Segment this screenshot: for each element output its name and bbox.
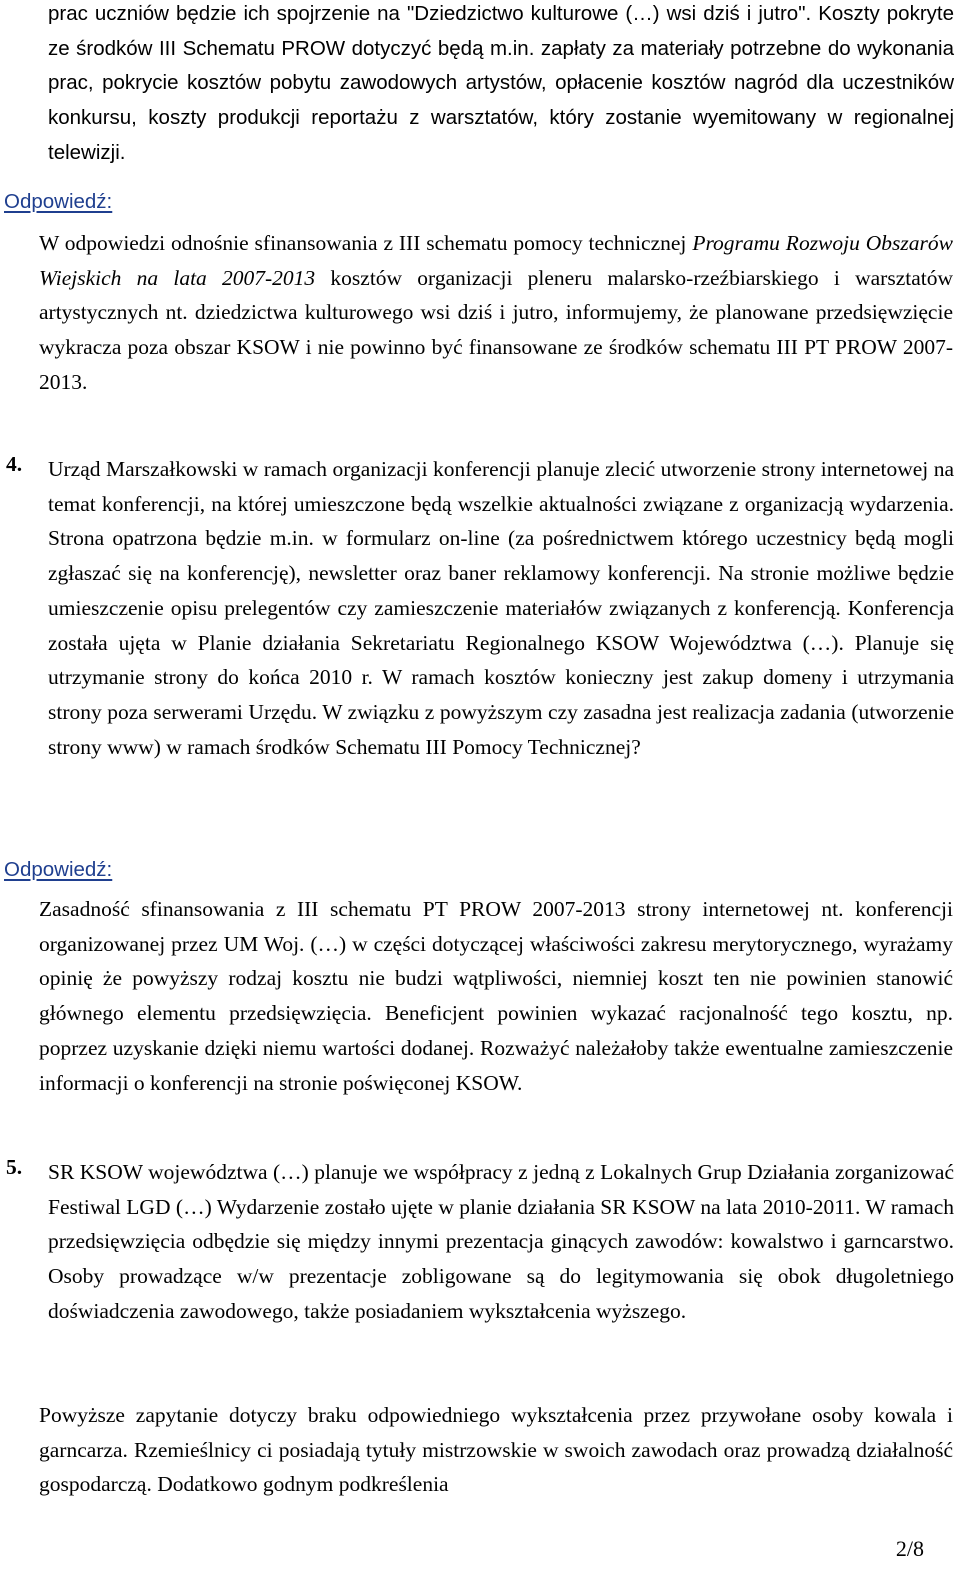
question-4-paragraph bbox=[48, 452, 954, 764]
question-5-text: SR KSOW województwa (…) planuje we współpracy z jedną z Lokalnych Grup Działania zorganizować Festiwal LGD (…) Wydarzenie zostało ujęte w planie działania SR KSOW na lata 2010-2011. W ramach przedsięwzięcia odbędzie się między innymi prezentacja ginących zawodów: kowalstwo i garncarstwo. Osoby prowadzące w/w prezentacje zobligowane są do legitymowania się obok długoletniego doświadczenia zawodowego, także posiadaniem wykształcenia wyższego. bbox=[48, 1160, 954, 1323]
question-5-continuation bbox=[39, 1398, 953, 1502]
intro-paragraph bbox=[48, 0, 954, 171]
question-5-paragraph bbox=[48, 1155, 954, 1329]
intro-text: prac uczniów będzie ich spojrzenie na "Dziedzictwo kulturowe (…) wsi dziś i jutro". Koszty pokryte ze środków III Schematu PROW dotyczyć będą m.in. zapłaty za materiały potrzebne do wykonania prac, pokrycie kosztów pobytu zawodowych artystów, opłacenie kosztów nagród dla uczestników konkursu, koszty produkcji reportażu z warsztatów, który zostanie wyemitowany w regionalnej telewizji. bbox=[48, 2, 954, 164]
question-5-continuation-text: Powyższe zapytanie dotyczy braku odpowiedniego wykształcenia przez przywołane osoby kowala i garncarza. Rzemieślnicy ci posiadają tytuły mistrzowskie w swoich zawodach oraz prowadzą działalność gospodarczą. Dodatkowo godnym podkreślenia bbox=[39, 1403, 953, 1497]
answer-1-part-a: W odpowiedzi odnośnie sfinansowania z III schematu pomocy technicznej bbox=[39, 231, 693, 255]
answer-2-text: Zasadność sfinansowania z III schematu PT PROW 2007-2013 strony internetowej nt. konferencji organizowanej przez UM Woj. (…) w części dotyczącej właściwości zakresu merytorycznego, wyrażamy opinię że powyższy rodzaj kosztu nie budzi wątpliwości, niemniej koszt ten nie powinien stanowić głównego elementu przedsięwzięcia. Beneficjent powinien wykazać racjonalność tego kosztu, np. poprzez uzyskanie dzięki niemu wartości dodanej. Rozważyć należałoby także ewentualne zamieszczenie informacji o konferencji na stronie poświęconej KSOW. bbox=[39, 897, 953, 1095]
answer-2-paragraph bbox=[39, 892, 953, 1100]
answer-1-paragraph bbox=[39, 226, 953, 400]
page-number: 2/8 bbox=[895, 1536, 924, 1561]
answer-label-2: Odpowiedź: bbox=[4, 858, 113, 881]
answer-1-text bbox=[39, 226, 953, 400]
answer-1-part-c: kosztów organizacji pleneru malarsko-rzeźbiarskiego i warsztatów artystycznych nt. dziedzictwa kulturowego wsi dziś i jutro, informujemy, że planowane przedsięwzięcie wykracza poza obszar KSOW i nie powinno być finansowane ze środków schematu III PT PROW 2007-2013. bbox=[39, 265, 953, 394]
question-5-number: 5. bbox=[6, 1155, 23, 1179]
answer-label-1: Odpowiedź: bbox=[4, 190, 113, 213]
answer-1-program-name: Programu Rozwoju Obszarów Wiejskich na lata 2007-2013 bbox=[39, 231, 953, 290]
question-4-text: Urząd Marszałkowski w ramach organizacji konferencji planuje zlecić utworzenie strony internetowej na temat konferencji, na której umieszczone będą wszelkie aktualności związane z organizacją wydarzenia. Strona opatrzona będzie m.in. w formularz on-line (za pośrednictwem którego uczestnicy będą mogli zgłaszać się na konferencję), newsletter oraz baner reklamowy konferencji. Na stronie możliwe będzie umieszczenie opisu prelegentów czy zamieszczenie materiałów związanych z konferencją. Konferencja została ujęta w Planie działania Sekretariatu Regionalnego KSOW Województwa (…). Planuje się utrzymanie strony do końca 2010 r. W ramach kosztów konieczny jest zakup domeny i utrzymania strony poza serwerami Urzędu. W związku z powyższym czy zasadna jest realizacja zadania (utworzenie strony www) w ramach środków Schematu III Pomocy Technicznej? bbox=[48, 457, 954, 759]
question-4-number: 4. bbox=[6, 452, 23, 476]
